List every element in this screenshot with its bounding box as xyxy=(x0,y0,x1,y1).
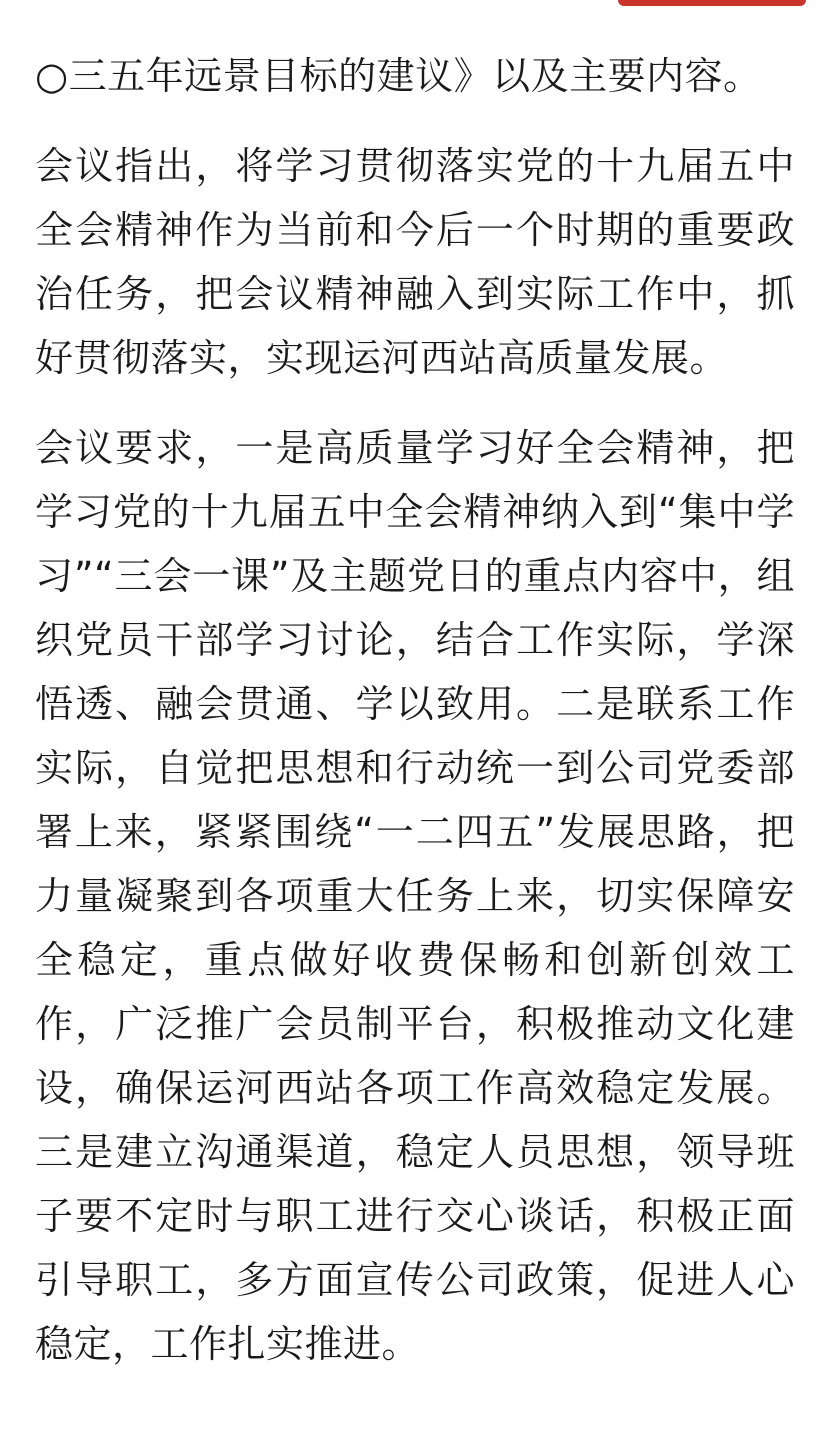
article-paragraph-3: 会议要求，一是高质量学习好全会精神，把学习党的十九届五中全会精神纳入到“集中学习”“三会一课”及主题党日的重点内容中，组织党员干部学习讨论，结合工作实际，学深悟透、融会贯通、学以致用。二是联系工作实际，自觉把思想和行动统一到公司党委部署上来，紧紧围绕“一二四五”发展思路，把力量凝聚到各项重大任务上来，切实保障安全稳定，重点做好收费保畅和创新创效工作，广泛推广会员制平台，积极推动文化建设，确保运河西站各项工作高效稳定发展。三是建立沟通渠道，稳定人员思想，领导班子要不定时与职工进行交心谈话，积极正面引导职工，多方面宣传公司政策，促进人心稳定，工作扎实推进。 xyxy=(35,426,795,1366)
article-paragraph-1: ○三五年远景目标的建议》以及主要内容。 xyxy=(35,54,762,98)
top-action-button[interactable] xyxy=(618,0,806,6)
article-body xyxy=(35,44,795,1376)
article-paragraph-2: 会议指出，将学习贯彻落实党的十九届五中全会精神作为当前和今后一个时期的重要政治任务，把会议精神融入到实际工作中，抓好贯彻落实，实现运河西站高质量发展。 xyxy=(35,144,795,380)
